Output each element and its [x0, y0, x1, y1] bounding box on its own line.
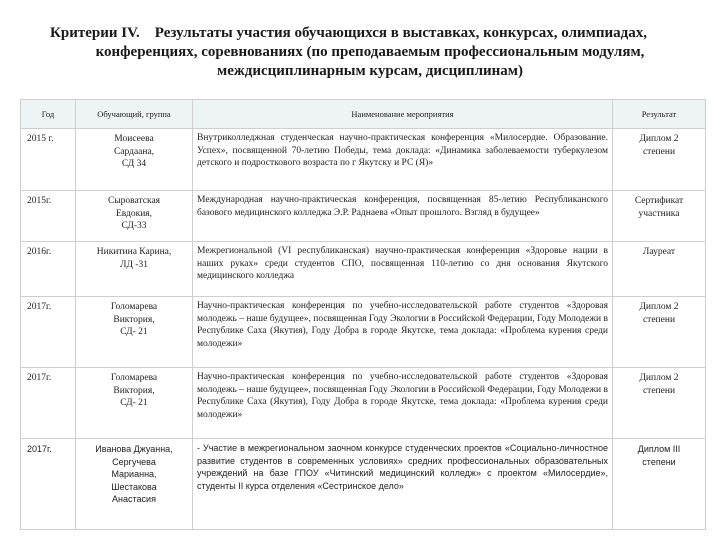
cell-student [76, 129, 193, 191]
result-line: участника [638, 208, 680, 219]
student-line: Евдокия, [115, 208, 153, 219]
cell-result [613, 129, 706, 191]
cell-result [613, 191, 706, 242]
student-line: Никитина Карина, [96, 247, 172, 257]
cell-year: 2016г. [21, 242, 76, 297]
table-row [21, 191, 706, 242]
title-line-2: конференциях, соревнованиях (по преподаваемым профессиональным модулям, [95, 44, 645, 60]
cell-result [613, 368, 706, 439]
table-row [21, 297, 706, 368]
cell-result [613, 439, 706, 530]
table-row [21, 242, 706, 297]
student-line: Виктория, [113, 385, 155, 396]
student-line: Голомарева [110, 302, 158, 312]
student-line: СД-33 [121, 221, 147, 231]
result-line: степени [642, 385, 676, 396]
table-row [21, 368, 706, 439]
results-table [20, 99, 706, 530]
header-year: Год [21, 100, 76, 129]
cell-result [613, 297, 706, 368]
table-row [21, 439, 706, 530]
cell-year: 2015г. [21, 191, 76, 242]
cell-student [76, 439, 193, 530]
result-line: Лауреат [642, 247, 676, 257]
student-line: Шестакова [111, 481, 157, 492]
cell-year: 2015 г. [21, 129, 76, 191]
header-result: Результат [613, 100, 706, 129]
title-line-1: Критерии IV. Результаты участия обучающихся в выставках, конкурсах, олимпиадах, [50, 25, 648, 41]
student-line: Виктория, [113, 314, 155, 325]
result-line: Сертификат [634, 196, 684, 206]
header-student: Обучающий, группа [76, 100, 193, 129]
result-line: Диплом 2 [639, 373, 679, 383]
page-title [40, 24, 700, 81]
result-line: степени [642, 146, 676, 157]
cell-event: - Участие в межрегиональном заочном конкурсе студенческих проектов «Социально-личностное развитие студентов в современных условиях» средних профессиональных образовательных учреждений на базе ГПОУ «Читинский медицинский колледж» с проектом «Милосердие», студенты II курса отделения «Сестринское дело» [193, 439, 613, 530]
result-line: степени [642, 314, 676, 325]
cell-student [76, 368, 193, 439]
student-line: СД 34 [121, 159, 147, 169]
student-line: Голомарева [110, 373, 158, 383]
student-line: Сыроватская [107, 196, 161, 206]
cell-event: Научно-практическая конференция по учебно-исследовательской работе студентов «Здоровая молодежь – наше будущее», посвященная Году Экологии в Российской Федерации, Году Молодежи в Республике Саха (Якутия), Году Добра в городе Якутске, тема доклада: «Проблема курения среди молодежи» [193, 297, 613, 368]
cell-student [76, 191, 193, 242]
result-line: степени [642, 456, 676, 467]
cell-event: Научно-практическая конференция по учебно-исследовательской работе студентов «Здоровая молодежь – наше будущее», посвященная Году Экологии в Российской Федерации, Году Молодежи в Республике Саха (Якутия), Году Добра в городе Якутске, тема доклада: «Проблема курения среди молодежи» [193, 368, 613, 439]
cell-result [613, 242, 706, 297]
student-line: Марианна, [111, 469, 157, 479]
student-line: ЛД -31 [120, 259, 148, 270]
student-line: СД- 21 [120, 398, 148, 408]
cell-event: Межрегиональной (VI республиканская) научно-практическая конференция «Здоровье нации в наших руках» среди студентов СПО, посвященная 110-летию со дня основания Якутского медицинского колледжа [193, 242, 613, 297]
result-line: Диплом 2 [639, 302, 679, 312]
title-line-3: междисциплинарным курсам, дисциплинам) [217, 63, 523, 79]
cell-event: Международная научно-практическая конференция, посвященная 85-летию Республиканского базового медицинского колледжа Э.Р. Раднаева «Опыт прошлого. Взгляд в будущее» [193, 191, 613, 242]
result-line: Диплом III [637, 444, 681, 454]
table-row [21, 129, 706, 191]
student-line: Моисеева [114, 134, 154, 144]
student-line: СД- 21 [120, 327, 148, 337]
cell-student [76, 297, 193, 368]
cell-student [76, 242, 193, 297]
result-line: Диплом 2 [639, 134, 679, 144]
table-header-row [21, 100, 706, 129]
cell-year: 2017г. [21, 297, 76, 368]
cell-event: Внутриколледжная студенческая научно-практическая конференция «Милосердие. Образование. Успех», посвященной 70-летию Победы, тема доклада: «Динамика заболеваемости туберкулезом детского и подросткового возраста по г Якутску и РС (Я)» [193, 129, 613, 191]
cell-year: 2017г. [21, 368, 76, 439]
header-event: Наименование мероприятия [193, 100, 613, 129]
cell-year: 2017г. [21, 439, 76, 530]
student-line: Сардаана, [113, 146, 155, 157]
student-line: Анастасия [112, 494, 156, 504]
student-line: Сергучева [112, 456, 156, 467]
student-line: Иванова Джуанна, [95, 444, 173, 454]
